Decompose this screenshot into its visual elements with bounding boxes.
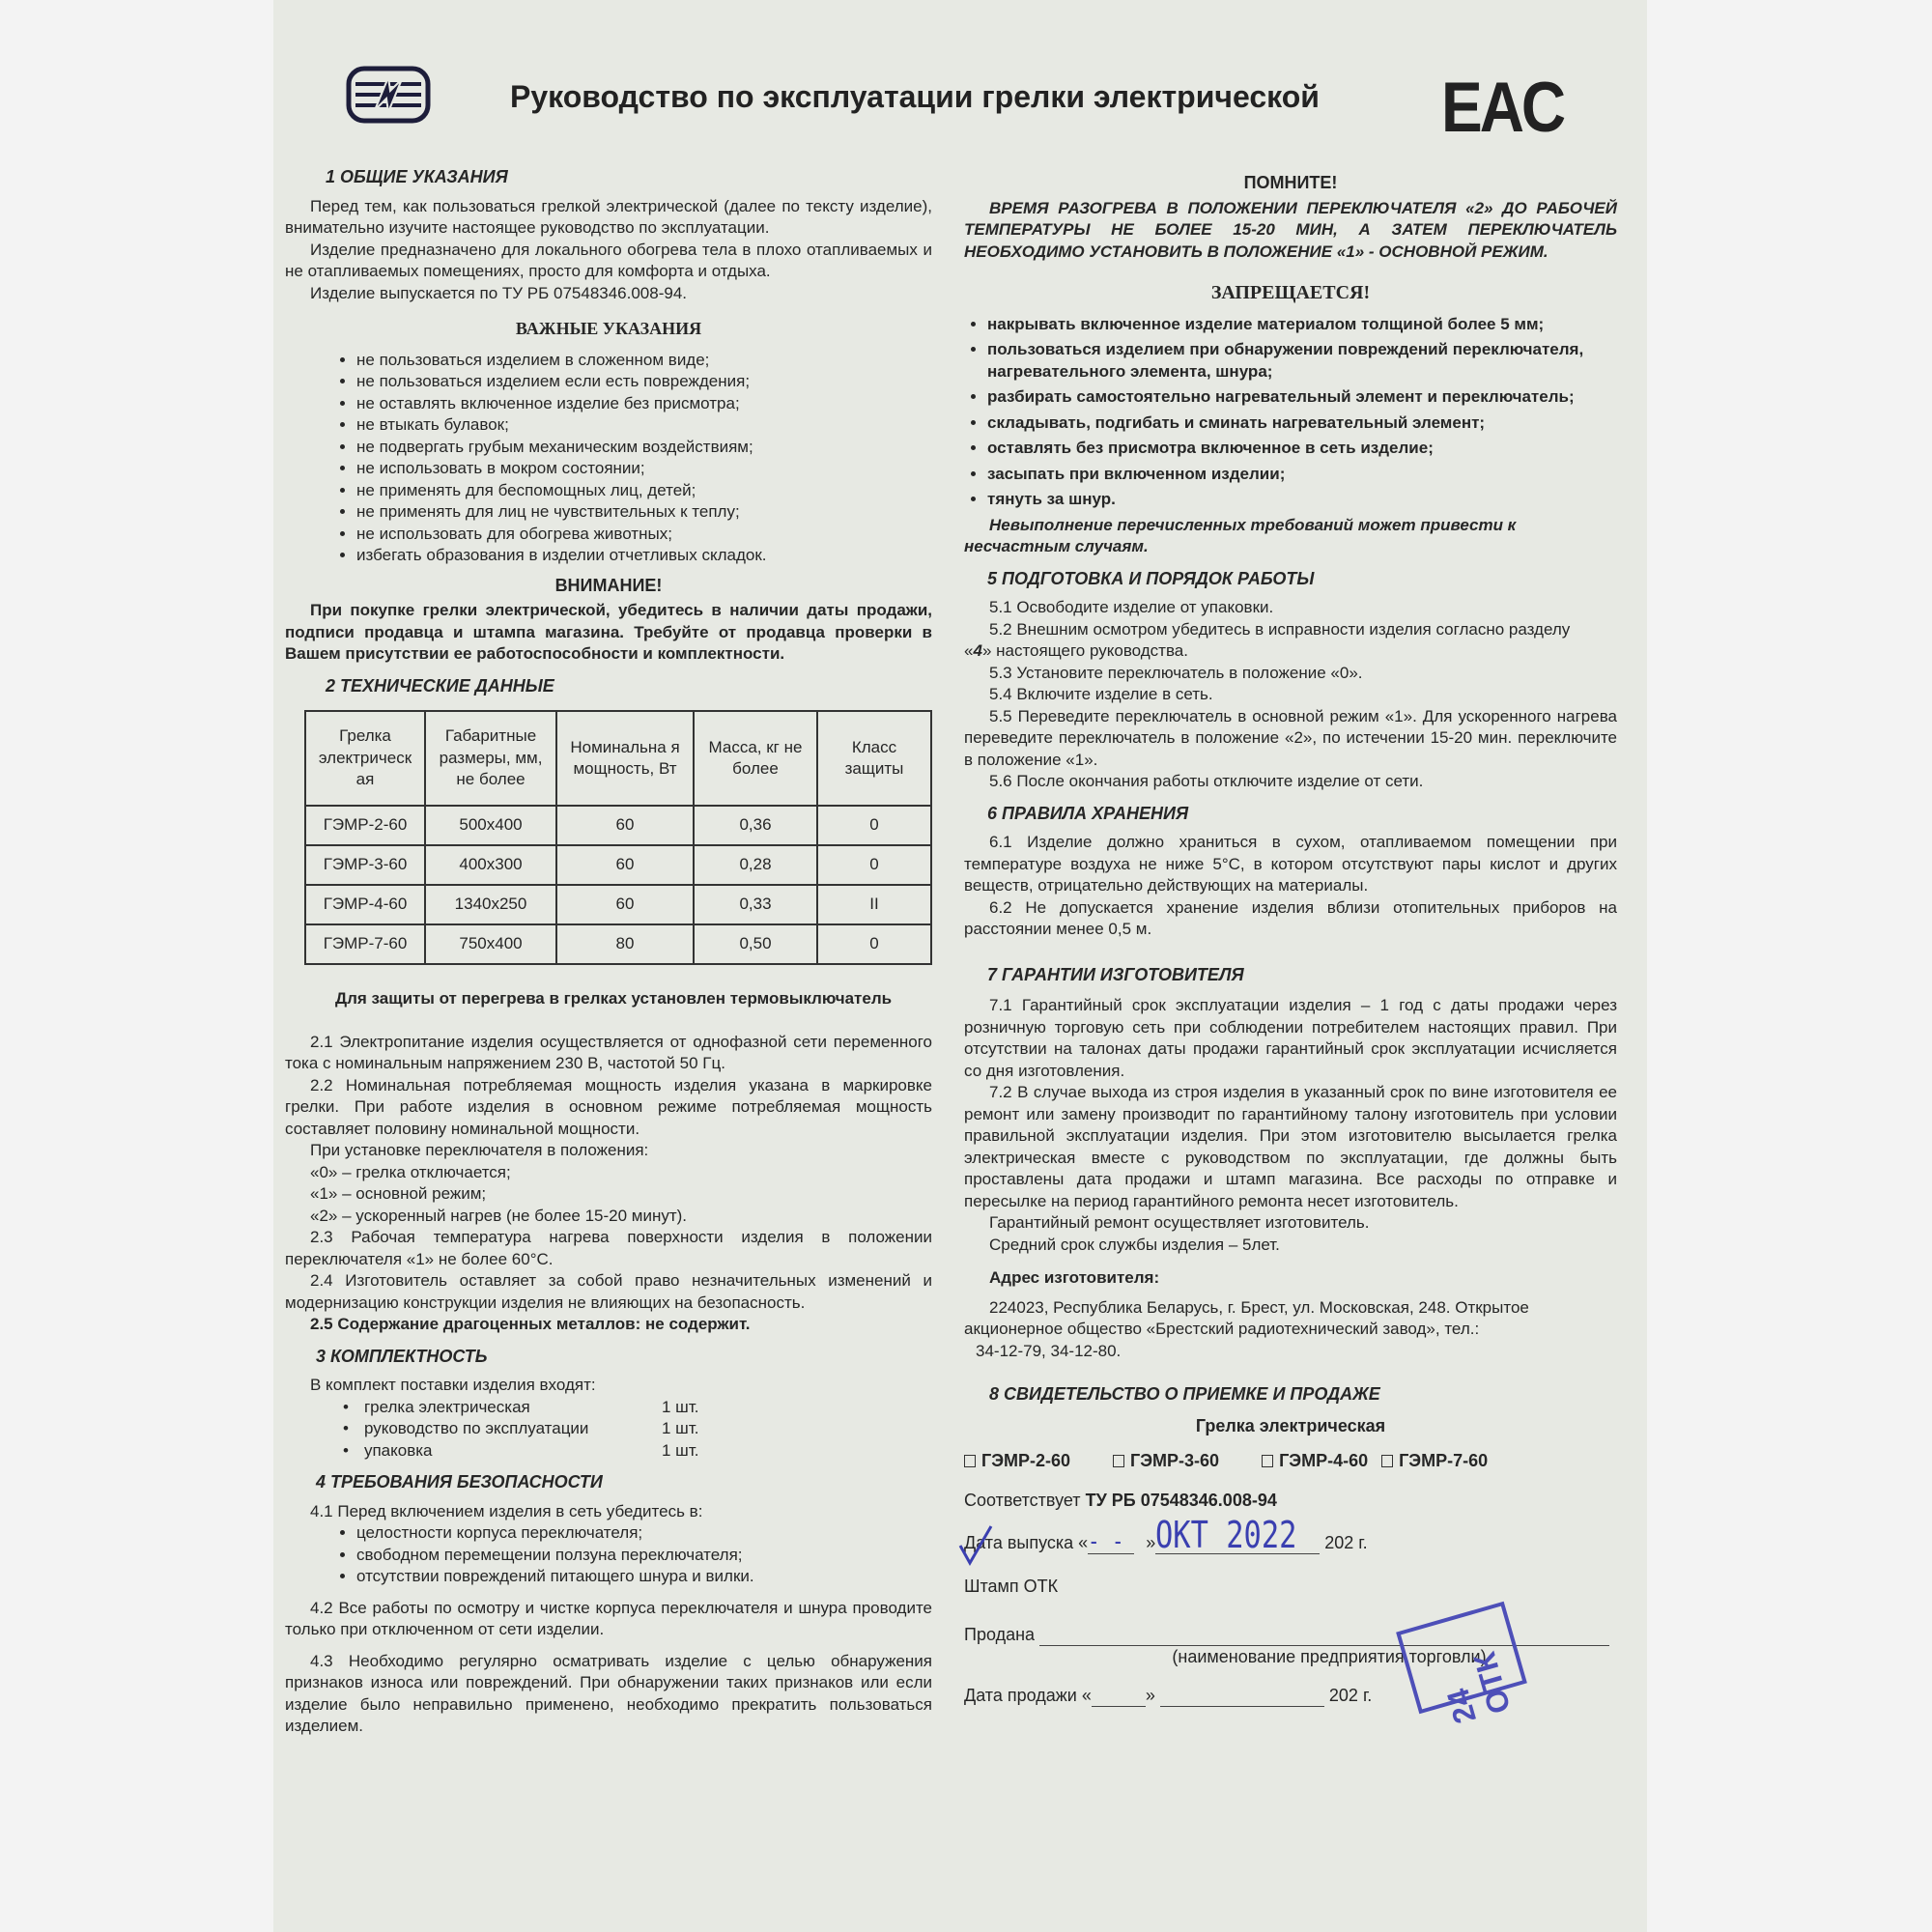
list-item: • не подвергать грубым механическим воздействиям; bbox=[356, 437, 932, 459]
sale-month-field[interactable] bbox=[1160, 1690, 1324, 1707]
s5-p51: 5.1 Освободите изделие от упаковки. bbox=[989, 598, 1274, 616]
conforms-line: Соответствует ТУ РБ 07548346.008-94 bbox=[964, 1490, 1277, 1510]
table-cell: 60 bbox=[556, 806, 694, 845]
table-header: Грелка электрическ ая bbox=[305, 711, 425, 806]
table-header: Масса, кг не более bbox=[694, 711, 817, 806]
s5-p52b: «4» настоящего руководства. bbox=[964, 641, 1188, 660]
table-row bbox=[305, 924, 931, 964]
stamp-label: Штамп ОТК bbox=[964, 1576, 1059, 1596]
kit-list bbox=[285, 1397, 932, 1463]
forbidden-warning: Невыполнение перечисленных требований может привести к несчастным случаям. bbox=[964, 515, 1517, 555]
table-cell: 500х400 bbox=[425, 806, 556, 845]
table-cell: ГЭМР-4-60 bbox=[305, 885, 425, 924]
attention-heading: ВНИМАНИЕ! bbox=[554, 575, 663, 595]
sold-field[interactable] bbox=[1039, 1630, 1609, 1646]
left-column bbox=[285, 166, 932, 1738]
s7-p73: Гарантийный ремонт осуществляет изготовитель. bbox=[989, 1213, 1370, 1232]
list-item: • пользоваться изделием при обнаружении повреждений переключателя, нагревательного элемента, шнура; bbox=[987, 339, 1617, 383]
list-item: • не применять для беспомощных лиц, детей; bbox=[356, 480, 932, 502]
s2-pos2: «2» – ускоренный нагрев (не более 15-20 минут). bbox=[310, 1206, 688, 1225]
table-cell: 0 bbox=[817, 806, 931, 845]
s7-p72: 7.2 В случае выхода из строя изделия в указанный срок по вине изготовителя ее ремонт или замену производит по гарантийному талону изготовитель при условии правильной эксплуатации изделия. При этом изготовителю высылается грелка электрическая вместе с руководством по эксплуатации, где должны быть проставлены дата продажи и штамп магазина. Все расходы по отправке и пересылке на период гарантийного ремонта несет изготовитель. bbox=[964, 1083, 1617, 1210]
s2-p21: 2.1 Электропитание изделия осуществляется от однофазной сети переменного тока с номинальным напряжением 230 В, частотой 50 Гц. bbox=[285, 1032, 932, 1072]
table-cell: 0 bbox=[817, 924, 931, 964]
s2-p22: 2.2 Номинальная потребляемая мощность изделия указана в маркировке грелки. При работе изделия в основном режиме потребляемая мощность составляет половину номинальной мощности. bbox=[285, 1075, 932, 1138]
model-option[interactable]: ГЭМР-4-60 bbox=[1262, 1450, 1368, 1472]
remember-text: ВРЕМЯ РАЗОГРЕВА В ПОЛОЖЕНИИ ПЕРЕКЛЮЧАТЕЛЯ «2» ДО РАБОЧЕЙ ТЕМПЕРАТУРЫ НЕ БОЛЕЕ 15-20 МИН, А ЗАТЕМ ПЕРЕКЛЮЧАТЕЛЬ НЕОБХОДИМО УСТАНОВИТЬ В ПОЛОЖЕНИЕ «1» - ОСНОВНОЙ РЕЖИМ. bbox=[964, 198, 1617, 261]
table-cell: 60 bbox=[556, 845, 694, 885]
table-cell: ГЭМР-2-60 bbox=[305, 806, 425, 845]
table-cell: 80 bbox=[556, 924, 694, 964]
list-item: • целостности корпуса переключателя; bbox=[356, 1522, 932, 1545]
eac-mark: EAC bbox=[1441, 67, 1564, 147]
manufacturer-logo bbox=[346, 66, 431, 124]
s2-p24: 2.4 Изготовитель оставляет за собой право незначительных изменений и модернизацию конструкции изделия не влияющих на безопасность. bbox=[285, 1271, 932, 1312]
list-item: • не использовать для обогрева животных; bbox=[356, 524, 932, 546]
list-item: • разбирать самостоятельно нагревательный элемент и переключатель; bbox=[987, 386, 1617, 409]
table-header: Номинальна я мощность, Вт bbox=[556, 711, 694, 806]
list-item: • не пользоваться изделием в сложенном виде; bbox=[356, 350, 932, 372]
model-option[interactable]: ГЭМР-7-60 bbox=[1381, 1450, 1488, 1472]
s1-p1: Перед тем, как пользоваться грелкой электрической (далее по тексту изделие), внимательно изучите настоящее руководство по эксплуатации. bbox=[285, 196, 932, 237]
model-options bbox=[964, 1450, 1617, 1472]
table-cell: 400х300 bbox=[425, 845, 556, 885]
release-day-value: - - bbox=[1088, 1531, 1134, 1554]
safety-list bbox=[285, 1522, 932, 1588]
list-item: • не использовать в мокром состоянии; bbox=[356, 458, 932, 480]
thermo-note: Для защиты от перегрева в грелках установлен термовыключатель bbox=[335, 989, 893, 1008]
section-2-heading: 2 ТЕХНИЧЕСКИЕ ДАННЫЕ bbox=[326, 675, 554, 696]
s2-pos1: «1» – основной режим; bbox=[310, 1184, 487, 1203]
table-row bbox=[305, 885, 931, 924]
kit-item-name: • упаковка bbox=[343, 1440, 662, 1463]
kit-item-name: • грелка электрическая bbox=[343, 1397, 662, 1419]
s6-p61: 6.1 Изделие должно храниться в сухом, отапливаемом помещении при температуре воздуха не ниже 5°С, в котором отсутствуют пары кислот и других веществ, отрицательно действующих на материалы. bbox=[964, 833, 1617, 895]
forbidden-heading: ЗАПРЕЩАЕТСЯ! bbox=[1210, 282, 1371, 303]
s7-p71: 7.1 Гарантийный срок эксплуатации изделия – 1 год с даты продажи через розничную торговую сеть при соблюдении потребителем настоящих правил. При отсутствии на талонах даты продажи гарантийный срок эксплуатации исчисляется со дня изготовления. bbox=[964, 996, 1617, 1080]
list-item: • избегать образования в изделии отчетливых складок. bbox=[356, 545, 932, 567]
s2-p22b: При установке переключателя в положения: bbox=[310, 1141, 649, 1159]
section-6-heading: 6 ПРАВИЛА ХРАНЕНИЯ bbox=[987, 803, 1189, 823]
address-label: Адрес изготовителя: bbox=[989, 1268, 1160, 1287]
remember-heading: ПОМНИТЕ! bbox=[1243, 173, 1338, 192]
s2-pos0: «0» – грелка отключается; bbox=[310, 1162, 511, 1181]
table-cell: II bbox=[817, 885, 931, 924]
table-cell: 750х400 bbox=[425, 924, 556, 964]
section-3-heading: 3 КОМПЛЕКТНОСТЬ bbox=[316, 1346, 488, 1366]
forbidden-list bbox=[964, 314, 1617, 511]
table-cell: 0 bbox=[817, 845, 931, 885]
kit-item-name: • руководство по эксплуатации bbox=[343, 1418, 662, 1440]
s5-p52: 5.2 Внешним осмотром убедитесь в исправности изделия согласно разделу bbox=[989, 619, 1571, 639]
address-text: 224023, Республика Беларусь, г. Брест, ул. Московская, 248. Открытое акционерное общество «Брестский радиотехнический завод», тел.: bbox=[964, 1297, 1529, 1338]
tech-table bbox=[304, 710, 932, 965]
sale-date-line: Дата продажи « » 202 г. bbox=[964, 1686, 1373, 1705]
list-item: • накрывать включенное изделие материалом толщиной более 5 мм; bbox=[987, 314, 1617, 336]
list-item: • засыпать при включенном изделии; bbox=[987, 464, 1617, 486]
release-month-value: ОКТ 2022 bbox=[1155, 1514, 1297, 1556]
s4-p42: 4.2 Все работы по осмотру и чистке корпуса переключателя и шнура проводите только при отключенном от сети изделии. bbox=[285, 1598, 932, 1638]
page-title: Руководство по эксплуатации грелки электрической bbox=[510, 79, 1320, 114]
list-item: • не пользоваться изделием если есть повреждения; bbox=[356, 371, 932, 393]
table-cell: ГЭМР-7-60 bbox=[305, 924, 425, 964]
otk-stamp: 24 ОТК bbox=[1396, 1602, 1527, 1715]
section-1-heading: 1 ОБЩИЕ УКАЗАНИЯ bbox=[326, 167, 508, 186]
table-cell: ГЭМР-3-60 bbox=[305, 845, 425, 885]
s2-p25: 2.5 Содержание драгоценных металлов: не содержит. bbox=[310, 1315, 751, 1333]
checkbox-icon bbox=[1113, 1455, 1124, 1467]
handwritten-check-mark bbox=[956, 1524, 995, 1577]
sold-line: Продана bbox=[964, 1624, 1617, 1646]
kit-item-qty: 1 шт. bbox=[662, 1397, 699, 1416]
s1-p3: Изделие выпускается по ТУ РБ 07548346.008-94. bbox=[310, 283, 688, 302]
list-item: • оставлять без присмотра включенное в сеть изделие; bbox=[987, 438, 1617, 460]
s5-p54: 5.4 Включите изделие в сеть. bbox=[989, 685, 1213, 703]
section-8-heading: 8 СВИДЕТЕЛЬСТВО О ПРИЕМКЕ И ПРОДАЖЕ bbox=[989, 1384, 1380, 1404]
section-5-heading: 5 ПОДГОТОВКА И ПОРЯДОК РАБОТЫ bbox=[987, 568, 1315, 588]
kit-item-qty: 1 шт. bbox=[662, 1419, 699, 1437]
s6-p62: 6.2 Не допускается хранение изделия вблизи отопительных приборов на расстоянии менее 0,5 м. bbox=[964, 897, 1617, 938]
checkbox-icon bbox=[1381, 1455, 1393, 1467]
table-header: Класс защиты bbox=[817, 711, 931, 806]
table-header: Габаритные размеры, мм, не более bbox=[425, 711, 556, 806]
s3-intro: В комплект поставки изделия входят: bbox=[310, 1376, 596, 1394]
sale-day-field[interactable] bbox=[1092, 1690, 1146, 1707]
table-cell: 0,28 bbox=[694, 845, 817, 885]
s7-p74: Средний срок службы изделия – 5лет. bbox=[989, 1235, 1280, 1254]
important-heading: ВАЖНЫЕ УКАЗАНИЯ bbox=[515, 319, 702, 338]
table-cell: 1340х250 bbox=[425, 885, 556, 924]
s5-p56: 5.6 После окончания работы отключите изделие от сети. bbox=[989, 772, 1424, 790]
section-4-heading: 4 ТРЕБОВАНИЯ БЕЗОПАСНОСТИ bbox=[316, 1472, 603, 1492]
list-item: • складывать, подгибать и сминать нагревательный элемент; bbox=[987, 412, 1617, 435]
model-option[interactable]: ГЭМР-2-60 bbox=[964, 1450, 1070, 1472]
section-7-heading: 7 ГАРАНТИИ ИЗГОТОВИТЕЛЯ bbox=[987, 964, 1244, 984]
s5-p55: 5.5 Переведите переключатель в основной режим «1». Для ускоренного нагрева переведите переключатель в положение «2», по истечении 15-20 мин. переключите в положение «1». bbox=[964, 706, 1617, 769]
release-date-line: Дата выпуска «- - »ОКТ 2022 202 г. bbox=[964, 1514, 1368, 1556]
list-item: • тянуть за шнур. bbox=[987, 489, 1617, 511]
s2-p23: 2.3 Рабочая температура нагрева поверхности изделия в положении переключателя «1» не более 60°С. bbox=[285, 1228, 932, 1268]
sold-caption: (наименование предприятия торговли) bbox=[1172, 1646, 1487, 1666]
checkbox-icon bbox=[1262, 1455, 1273, 1467]
list-item: • не применять для лиц не чувствительных к теплу; bbox=[356, 501, 932, 524]
list-item: • не втыкать булавок; bbox=[356, 414, 932, 437]
release-month-field bbox=[1155, 1514, 1320, 1556]
attention-text: При покупке грелки электрической, убедитесь в наличии даты продажи, подписи продавца и штампа магазина. Требуйте от продавца проверки в Вашем присутствии ее работоспособности и комплектности. bbox=[285, 601, 932, 663]
table-row bbox=[305, 806, 931, 845]
phones: 34-12-79, 34-12-80. bbox=[976, 1341, 1122, 1360]
model-option[interactable]: ГЭМР-3-60 bbox=[1113, 1450, 1219, 1472]
list-item: • отсутствии повреждений питающего шнура и вилки. bbox=[356, 1566, 932, 1588]
right-column bbox=[964, 172, 1617, 1707]
kit-item-qty: 1 шт. bbox=[662, 1440, 699, 1460]
table-cell: 0,36 bbox=[694, 806, 817, 845]
table-cell: 60 bbox=[556, 885, 694, 924]
table-cell: 0,33 bbox=[694, 885, 817, 924]
product-name: Грелка электрическая bbox=[1195, 1415, 1386, 1435]
table-cell: 0,50 bbox=[694, 924, 817, 964]
list-item: • свободном перемещении ползуна переключателя; bbox=[356, 1545, 932, 1567]
important-list bbox=[285, 350, 932, 567]
s1-p2: Изделие предназначено для локального обогрева тела в плохо отапливаемых и не отапливаемых помещениях, просто для комфорта и отдыха. bbox=[285, 240, 932, 280]
table-row bbox=[305, 845, 931, 885]
s4-p41: 4.1 Перед включением изделия в сеть убедитесь в: bbox=[310, 1501, 703, 1520]
list-item: • не оставлять включенное изделие без присмотра; bbox=[356, 393, 932, 415]
s5-p53: 5.3 Установите переключатель в положение «0». bbox=[989, 663, 1363, 682]
checkbox-icon bbox=[964, 1455, 976, 1467]
s4-p43: 4.3 Необходимо регулярно осматривать изделие с целью обнаружения признаков износа или повреждений. При обнаружении таких признаков или если изделие было неправильно применено, необходимо прекратить пользоваться изделием. bbox=[285, 1651, 932, 1735]
